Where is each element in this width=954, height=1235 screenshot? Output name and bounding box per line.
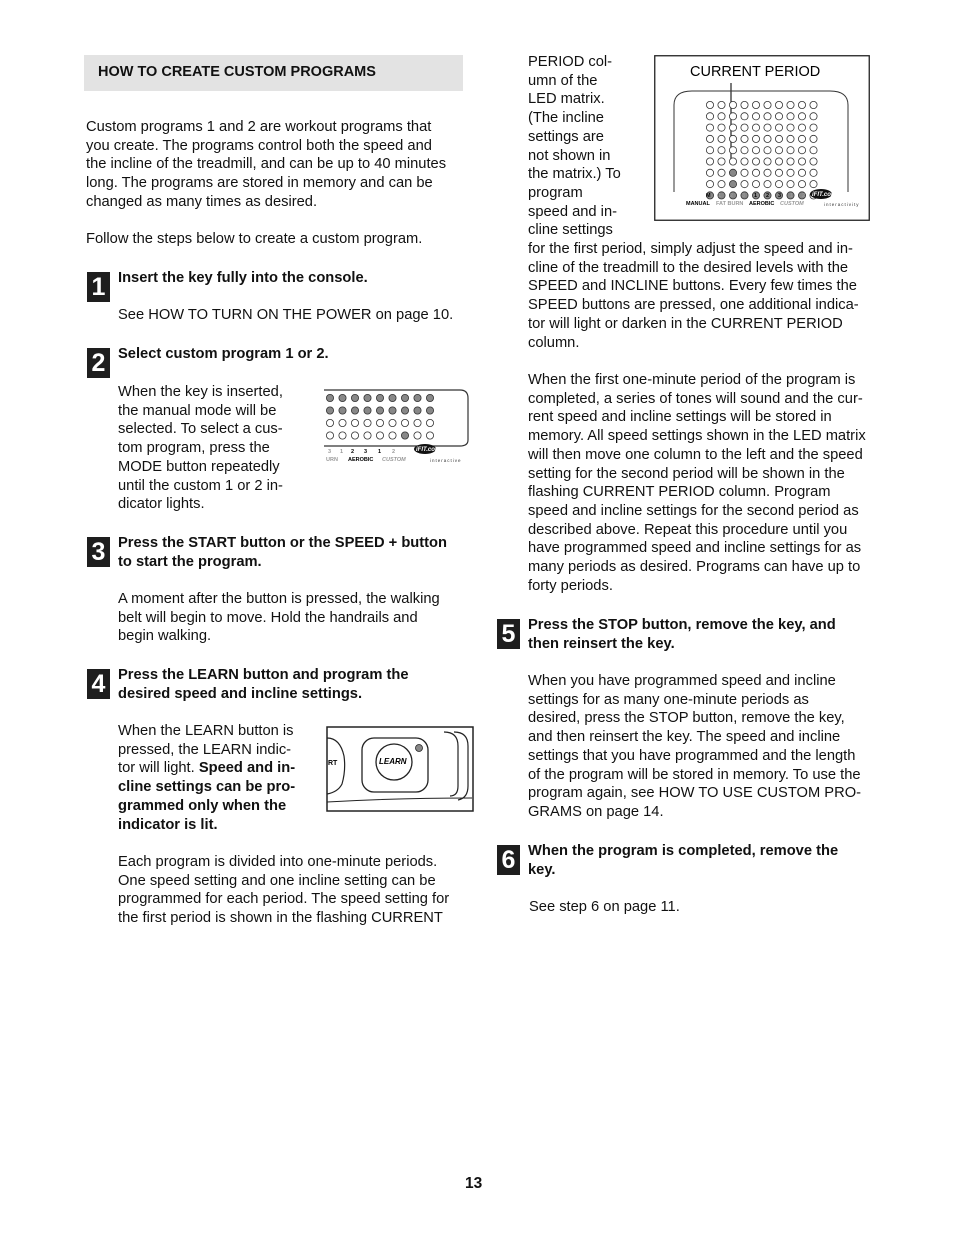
step-1-title: Insert the key fully into the console. xyxy=(118,270,368,286)
led-dot xyxy=(426,407,433,414)
led-dot xyxy=(764,158,771,165)
mode-label: 1 xyxy=(378,449,382,455)
led-dot xyxy=(775,169,782,176)
led-dot xyxy=(798,158,805,165)
led-dot xyxy=(718,113,725,120)
led-dot xyxy=(775,124,782,131)
text-line: column. xyxy=(528,334,580,351)
step-4-body xyxy=(118,722,295,834)
led-dot xyxy=(364,407,371,414)
text-line: cline settings xyxy=(528,222,613,239)
text-line: PERIOD col- xyxy=(528,54,613,70)
led-dot xyxy=(787,113,794,120)
led-dot xyxy=(752,181,759,188)
text-line: for the first period, simply adjust the speed and in- xyxy=(528,241,853,258)
led-dot xyxy=(741,147,748,154)
step-5-body xyxy=(528,672,861,822)
led-dot xyxy=(764,124,771,131)
step-4-para2 xyxy=(118,853,449,928)
led-dot xyxy=(775,181,782,188)
led-dot xyxy=(351,432,358,439)
step-number-5: 5 xyxy=(497,619,520,649)
text-line: When the first one-minute period of the program is xyxy=(528,372,856,388)
led-dot xyxy=(414,407,421,414)
mode-label: 2 xyxy=(392,449,396,455)
led-dot xyxy=(706,147,713,154)
led-dot xyxy=(718,124,725,131)
text-line: and then reinsert the key. The speed and incline xyxy=(528,729,841,746)
group-label: MANUAL xyxy=(686,201,710,207)
group-label: URN xyxy=(326,457,338,463)
group-label: FAT BURN xyxy=(716,201,744,207)
text-line: pressed, the LEARN indic- xyxy=(118,741,292,758)
led-dot xyxy=(741,158,748,165)
led-dot xyxy=(764,113,771,120)
led-dot xyxy=(775,158,782,165)
intro-paragraph xyxy=(86,118,446,212)
led-dot xyxy=(426,432,433,439)
text-line: not shown in xyxy=(528,147,611,164)
led-dot xyxy=(718,101,725,108)
text-line: dicator lights. xyxy=(118,496,205,513)
page-number: 13 xyxy=(465,1175,483,1192)
text-line: until the custom 1 or 2 in- xyxy=(118,477,283,494)
text-line: the incline of the treadmill, and can be up to 40 minutes xyxy=(86,156,447,173)
logo-subtext: interactivity xyxy=(824,202,860,207)
text-line: tor will light or darken in the CURRENT PERIOD xyxy=(528,315,843,332)
led-dot xyxy=(376,432,383,439)
mode-label: 3 xyxy=(778,193,782,199)
text-line: have programmed speed and incline settings for as xyxy=(528,540,862,557)
led-dot xyxy=(426,394,433,401)
led-dot xyxy=(775,113,782,120)
led-dot xyxy=(764,169,771,176)
step-number-2: 2 xyxy=(87,348,110,378)
text-line: belt will begin to move. Hold the handrails and xyxy=(118,609,418,626)
mode-label: 1 xyxy=(718,193,722,199)
step-number-6: 6 xyxy=(497,845,520,875)
text-line: rent speed and incline settings will be stored in xyxy=(528,409,832,426)
start-label: RT xyxy=(328,760,338,767)
led-dot xyxy=(798,135,805,142)
text-line: indicator is lit. xyxy=(118,816,218,833)
led-dot xyxy=(351,419,358,426)
text-line: settings are xyxy=(528,128,604,145)
led-dot xyxy=(775,147,782,154)
text-line: (The incline xyxy=(528,110,604,127)
text-line: SPEED and INCLINE buttons. Every few times the xyxy=(528,278,857,295)
led-dot xyxy=(798,181,805,188)
mode-label: 2 xyxy=(351,449,355,455)
text-line: GRAMS on page 14. xyxy=(528,803,664,820)
led-dot xyxy=(389,394,396,401)
current-period-label: CURRENT PERIOD xyxy=(690,64,821,80)
step-number-3: 3 xyxy=(87,537,110,567)
led-dot xyxy=(729,101,736,108)
led-dot xyxy=(787,147,794,154)
led-dot xyxy=(706,113,713,120)
led-dot xyxy=(718,135,725,142)
led-dot xyxy=(364,432,371,439)
led-dot xyxy=(401,419,408,426)
step-3-body xyxy=(118,590,440,646)
step-2-title: Select custom program 1 or 2. xyxy=(118,346,329,362)
led-dot xyxy=(741,181,748,188)
led-dot xyxy=(741,124,748,131)
led-dot xyxy=(414,394,421,401)
step-2-body xyxy=(118,383,283,514)
text-line: SPEED buttons are pressed, one additional indica- xyxy=(528,297,859,314)
text-line: speed and incline settings for the second period as xyxy=(528,502,859,519)
led-dot xyxy=(810,101,817,108)
group-label: AEROBIC xyxy=(749,201,775,207)
led-dot xyxy=(798,169,805,176)
text-line: When the program is completed, remove the xyxy=(528,843,839,859)
text-line: completed, a series of tones will sound and the cur- xyxy=(528,390,863,407)
group-label: AEROBIC xyxy=(348,457,374,463)
led-dot xyxy=(741,135,748,142)
ifit-logo-text: iFIT.com xyxy=(812,192,837,198)
led-dot xyxy=(787,124,794,131)
text-line: to start the program. xyxy=(118,553,262,570)
led-dot xyxy=(798,101,805,108)
led-dot xyxy=(798,124,805,131)
text-line: begin walking. xyxy=(118,628,212,645)
led-dot xyxy=(729,113,736,120)
led-dot xyxy=(326,419,333,426)
led-dot xyxy=(401,394,408,401)
led-dot xyxy=(752,158,759,165)
led-dot xyxy=(752,135,759,142)
led-dot xyxy=(364,394,371,401)
mode-label: 3 xyxy=(742,193,746,199)
step-4-para3 xyxy=(528,371,866,595)
step-4-title xyxy=(118,666,409,703)
led-dot xyxy=(775,101,782,108)
led-dot xyxy=(729,158,736,165)
text-line: the manual mode will be xyxy=(118,402,277,419)
led-dot xyxy=(339,432,346,439)
led-dot xyxy=(718,181,725,188)
text-line: umn of the xyxy=(528,72,598,89)
led-dot xyxy=(752,124,759,131)
led-dot xyxy=(787,181,794,188)
led-dot xyxy=(376,394,383,401)
text-line: program again, see HOW TO USE CUSTOM PRO- xyxy=(528,785,862,802)
led-dot xyxy=(414,432,421,439)
text-line: Press the LEARN button and program the xyxy=(118,667,409,683)
step-6-body: See step 6 on page 11. xyxy=(529,899,680,915)
led-dot xyxy=(741,169,748,176)
led-dot xyxy=(426,419,433,426)
led-dot xyxy=(764,135,771,142)
text-span-bold: Speed and in- xyxy=(198,760,296,777)
led-dot xyxy=(351,407,358,414)
led-dot xyxy=(787,158,794,165)
led-dot xyxy=(741,101,748,108)
mode-label: M xyxy=(706,193,711,199)
mode-label: 3 xyxy=(364,449,368,455)
led-dot xyxy=(810,135,817,142)
led-dot xyxy=(339,419,346,426)
led-dot xyxy=(326,432,333,439)
intro-follow: Follow the steps below to create a custom program. xyxy=(86,231,423,247)
text-line: desired, press the STOP button, remove the key, xyxy=(528,710,845,727)
led-dot xyxy=(729,124,736,131)
mode-label: 2 xyxy=(802,193,806,199)
text-line: many periods as desired. Programs can have up to xyxy=(528,559,861,576)
led-dot xyxy=(718,147,725,154)
group-label: CUSTOM xyxy=(780,201,804,207)
text-line: tom program, press the xyxy=(118,440,270,457)
led-dot xyxy=(729,181,736,188)
led-dot xyxy=(752,113,759,120)
text-line: the first period is shown in the flashing CURRENT xyxy=(118,910,443,927)
text-line: programmed for each period. The speed setting for xyxy=(118,891,450,908)
led-dot xyxy=(810,181,817,188)
led-dot xyxy=(718,158,725,165)
led-dot xyxy=(706,169,713,176)
section-header xyxy=(84,55,463,91)
led-dot xyxy=(389,432,396,439)
mode-label: 1 xyxy=(790,193,794,199)
led-dot xyxy=(741,113,748,120)
led-dot xyxy=(810,124,817,131)
led-dot xyxy=(787,101,794,108)
learn-label: LEARN xyxy=(379,757,407,766)
led-dot xyxy=(706,181,713,188)
step-3-title xyxy=(118,534,447,571)
led-dot xyxy=(810,147,817,154)
led-dot xyxy=(376,419,383,426)
text-line: A moment after the button is pressed, the walking xyxy=(118,591,440,607)
led-dot xyxy=(764,147,771,154)
text-line: When the key is inserted, xyxy=(118,384,283,400)
mode-label: 2 xyxy=(766,193,770,199)
step-number-1: 1 xyxy=(87,272,110,302)
text-line: cline of the treadmill to the desired levels with the xyxy=(528,259,849,276)
step-6-title xyxy=(528,842,838,879)
step-5-title xyxy=(528,616,836,653)
led-dot xyxy=(718,169,725,176)
mode-label: 3 xyxy=(328,449,332,455)
console-mode-figure xyxy=(322,388,472,470)
logo-subtext: interactive xyxy=(430,458,462,463)
led-dot xyxy=(764,101,771,108)
led-dot xyxy=(376,407,383,414)
led-dot xyxy=(706,158,713,165)
led-dot xyxy=(752,101,759,108)
led-dot xyxy=(810,158,817,165)
text-line: then reinsert the key. xyxy=(528,635,675,652)
text-line: setting for the second period will be shown in the xyxy=(528,465,845,482)
text-line: Press the STOP button, remove the key, and xyxy=(528,617,836,633)
led-dot xyxy=(810,169,817,176)
led-dot xyxy=(775,135,782,142)
step-1-body: See HOW TO TURN ON THE POWER on page 10. xyxy=(118,307,454,323)
led-dot xyxy=(389,419,396,426)
text-line: flashing CURRENT PERIOD column. Program xyxy=(528,484,831,501)
text-line: changed as many times as desired. xyxy=(86,193,318,210)
text-line: settings for as many one-minute periods as xyxy=(528,691,809,708)
text-line: LED matrix. xyxy=(528,91,605,108)
led-dot xyxy=(729,135,736,142)
text-line: described above. Repeat this procedure until you xyxy=(528,521,848,538)
mode-label: 1 xyxy=(754,193,758,199)
led-dot xyxy=(401,407,408,414)
text-line: settings that you have programmed and the length xyxy=(528,747,856,764)
led-dot xyxy=(752,169,759,176)
led-dot xyxy=(389,407,396,414)
learn-indicator xyxy=(416,745,423,752)
text-line: Custom programs 1 and 2 are workout programs that xyxy=(86,119,432,135)
led-dot xyxy=(414,419,421,426)
text-line: When the LEARN button is xyxy=(118,723,294,739)
text-line: cline settings can be pro- xyxy=(118,779,296,796)
led-dot xyxy=(339,394,346,401)
led-dot xyxy=(326,407,333,414)
ifit-logo-text: iFIT.com xyxy=(416,447,441,453)
led-dot xyxy=(752,147,759,154)
text-line: will then move one column to the left and the speed xyxy=(528,446,863,463)
text-line: of the program will be stored in memory. To use the xyxy=(528,766,861,783)
group-label: CUSTOM xyxy=(382,457,406,463)
learn-button-figure xyxy=(326,726,474,812)
led-dot xyxy=(706,135,713,142)
text-line: key. xyxy=(528,861,556,878)
text-line: When you have programmed speed and incline xyxy=(528,673,836,689)
led-dot xyxy=(798,113,805,120)
text-line: program xyxy=(528,184,583,201)
led-dot xyxy=(787,169,794,176)
text-line: selected. To select a cus- xyxy=(118,421,283,438)
text-line: you create. The programs control both the speed and xyxy=(86,137,432,154)
led-dot xyxy=(729,147,736,154)
text-line: long. The programs are stored in memory and can be xyxy=(86,175,433,192)
led-dot xyxy=(810,113,817,120)
led-matrix-figure xyxy=(654,55,870,221)
led-dot xyxy=(351,394,358,401)
led-dot xyxy=(706,101,713,108)
mode-label: 2 xyxy=(730,193,734,199)
text-line: desired speed and incline settings. xyxy=(118,685,363,702)
text-line: Each program is divided into one-minute periods. xyxy=(118,854,438,870)
led-dot xyxy=(706,124,713,131)
led-dot xyxy=(339,407,346,414)
section-title: HOW TO CREATE CUSTOM PROGRAMS xyxy=(98,64,376,80)
led-dot xyxy=(798,147,805,154)
led-dot xyxy=(326,394,333,401)
text-line: the matrix.) To xyxy=(528,166,621,183)
led-dot xyxy=(764,181,771,188)
text-line: speed and in- xyxy=(528,203,618,220)
led-dot xyxy=(364,419,371,426)
led-dot xyxy=(401,432,408,439)
step-number-4: 4 xyxy=(87,669,110,699)
mode-label: 1 xyxy=(340,449,344,455)
led-dot xyxy=(787,135,794,142)
text-line: Press the START button or the SPEED + button xyxy=(118,535,447,551)
text-line: grammed only when the xyxy=(118,797,287,814)
led-dot xyxy=(729,169,736,176)
text-line: One speed setting and one incline setting can be xyxy=(118,872,436,889)
text-line: MODE button repeatedly xyxy=(118,458,280,475)
text-line: forty periods. xyxy=(528,577,613,594)
text-line xyxy=(118,759,295,778)
text-line: memory. All speed settings shown in the LED matrix xyxy=(528,428,866,445)
text-span: tor will light. xyxy=(118,760,199,777)
